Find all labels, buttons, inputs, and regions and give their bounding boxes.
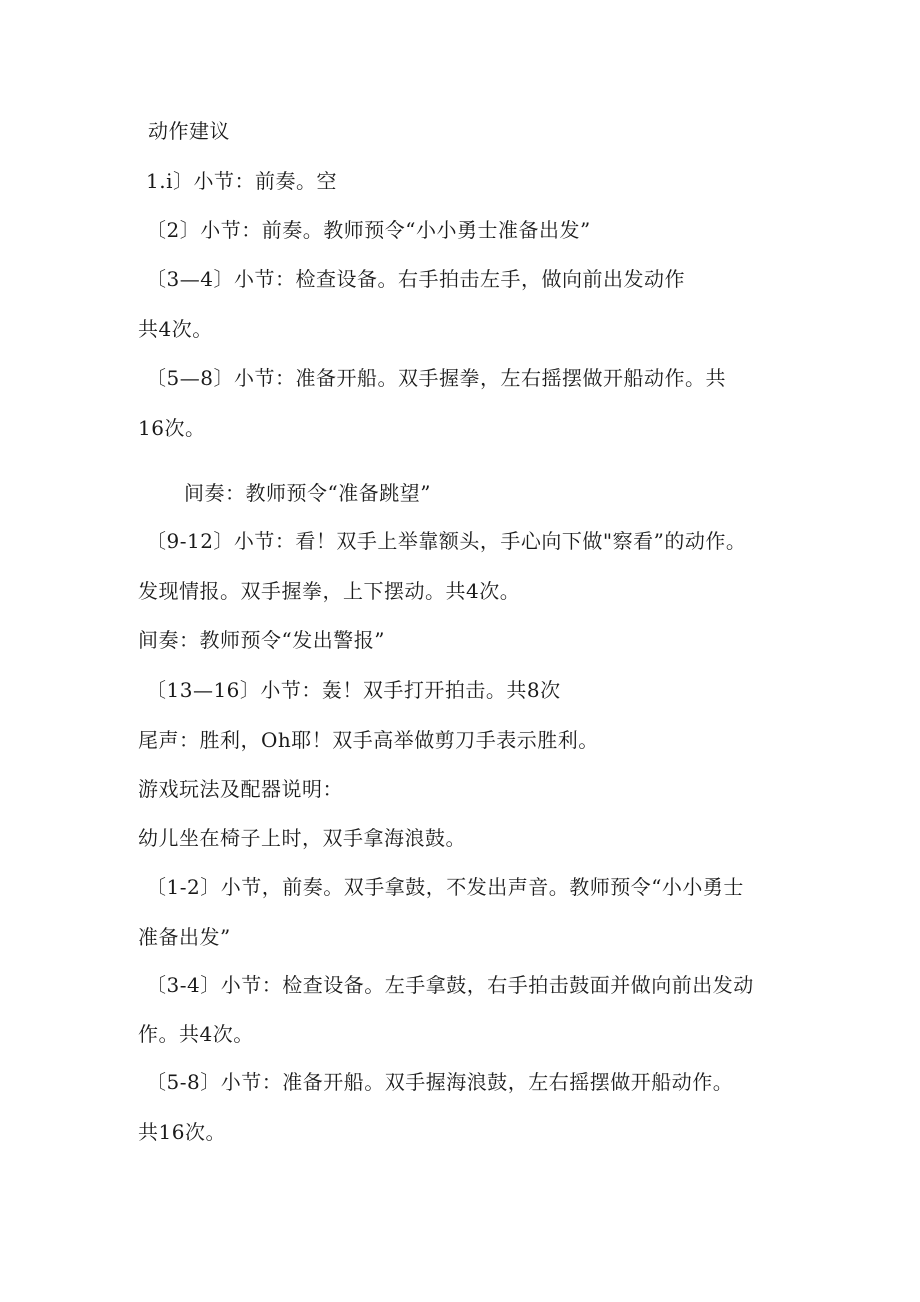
- text-line: 准备出发”: [138, 925, 231, 949]
- text-line: 共4次。: [138, 317, 213, 341]
- text-line: 〔13—16〕小节：轰！双手打开拍击。共8次: [146, 678, 561, 702]
- text-line: 作。共4次。: [138, 1022, 254, 1046]
- text-line: 尾声：胜利，Oh耶！双手高举做剪刀手表示胜利。: [138, 728, 599, 752]
- text-line: 幼儿坐在椅子上时，双手拿海浪鼓。: [138, 826, 466, 850]
- text-line: 〔1-2〕小节，前奏。双手拿鼓，不发出声音。教师预令“小小勇士: [146, 875, 744, 899]
- text-line: 〔3—4〕小节：检查设备。右手拍击左手，做向前出发动作: [146, 267, 685, 291]
- text-line: 发现情报。双手握拳，上下摆动。共4次。: [138, 579, 521, 603]
- text-line: 间奏：教师预令“准备跳望”: [184, 481, 431, 505]
- text-line: 〔2〕小节：前奏。教师预令“小小勇士准备出发”: [146, 218, 591, 242]
- text-line: 16次。: [138, 416, 206, 440]
- text-line: 〔5-8〕小节：准备开船。双手握海浪鼓，左右摇摆做开船动作。: [146, 1070, 734, 1094]
- text-line: 〔5—8〕小节：准备开船。双手握拳，左右摇摆做开船动作。共: [146, 366, 726, 390]
- text-line: 间奏：教师预令“发出警报”: [138, 628, 385, 652]
- text-line: 〔3-4〕小节：检查设备。左手拿鼓，右手拍击鼓面并做向前出发动: [146, 973, 754, 997]
- text-line: 动作建议: [148, 119, 230, 143]
- text-line: 1.i〕小节：前奏。空: [146, 169, 337, 193]
- text-line: 〔9-12〕小节：看！双手上举靠额头，手心向下做"察看”的动作。: [146, 529, 747, 553]
- text-line: 游戏玩法及配器说明：: [138, 777, 343, 801]
- text-line: 共16次。: [138, 1120, 226, 1144]
